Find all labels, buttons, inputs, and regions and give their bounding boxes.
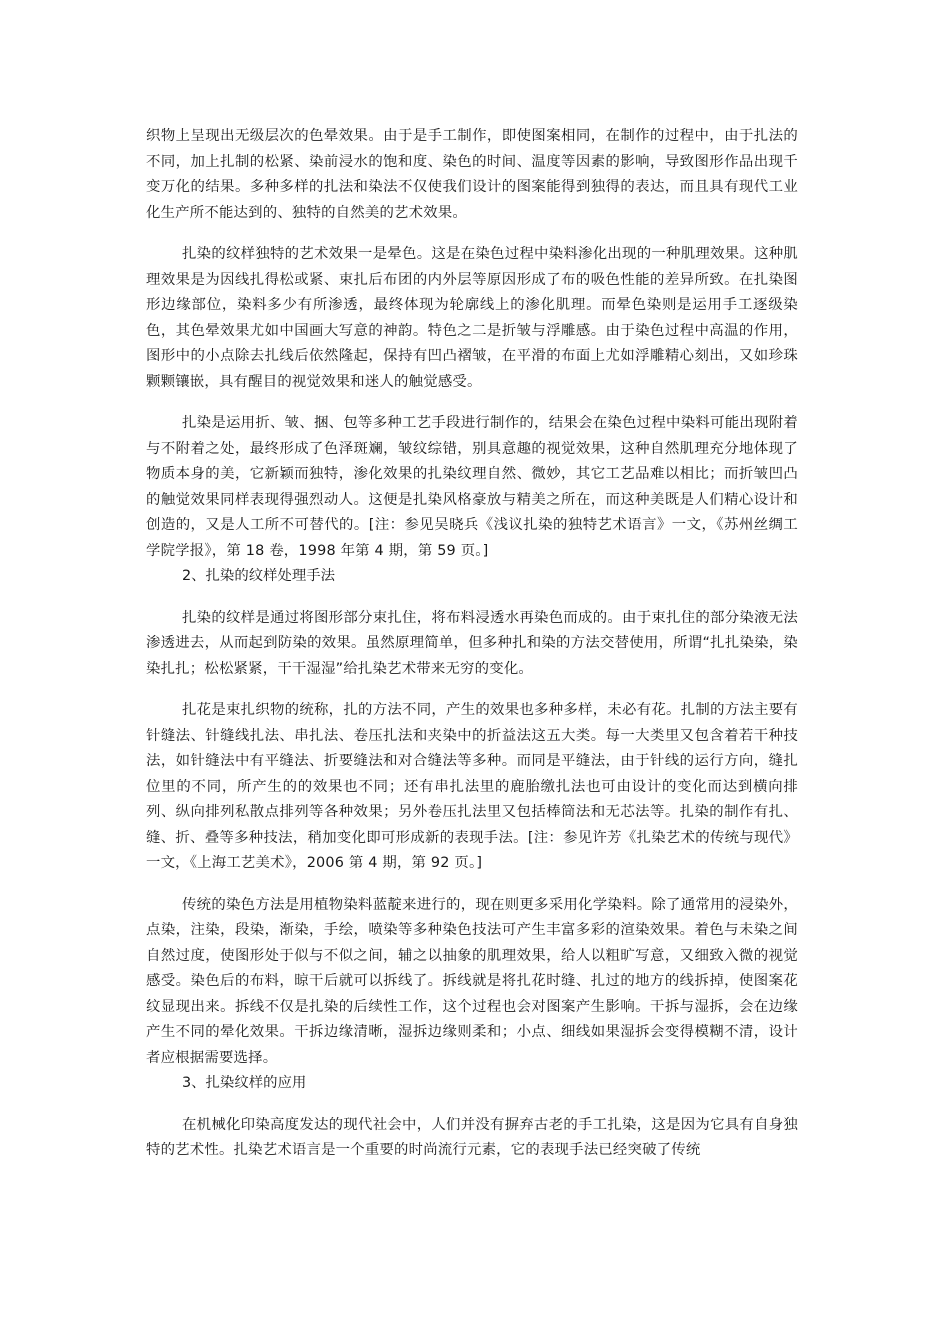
- paragraph-tying-methods: 扎花是束扎织物的统称，扎的方法不同，产生的效果也多种多样，未必有花。扎制的方法主要有针缝法、针缝线扎法、串扎法、卷压扎法和夹染中的折益法这五大类。每一大类里又包含着若干种技法，如针缝法中有平缝法、折要缝法和对合缝法等多种。而同是平缝法，由于针线的运行方向，缝扎位里的不同，所产生的的效果也不同；还有串扎法里的鹿胎缴扎法也可由设计的变化而达到横向排列、纵向排列私散点排列等各种效果；另外卷压扎法里又包括棒筒法和无芯法等。扎染的制作有扎、缝、折、叠等多种技法，稍加变化即可形成新的表现手法。[注：参见许芳《扎染艺术的传统与现代》一文，《上海工艺美术》，2006 第 4 期，第 92 页。]: [146, 702, 798, 871]
- paragraph-texture-effect: 扎染是运用折、皱、捆、包等多种工艺手段进行制作的，结果会在染色过程中染料可能出现附着与不附着之处，最终形成了色泽斑斓，皱纹综错，别具意趣的视觉效果，这种自然肌理充分地体现了物质本身的美，它新颖而独特，渗化效果的扎染纹理自然、微妙，其它工艺品难以相比；而折皱凹凸的触觉效果同样表现得强烈动人。这便是扎染风格豪放与精美之所在，而这种美既是人们精心设计和创造的，又是人工所不可替代的。[注：参见吴晓兵《浅议扎染的独特艺术语言》一文，《苏州丝绸工学院学报》，第 18 卷，1998 年第 4 期，第 59 页。]: [146, 415, 798, 559]
- section-heading-3: 3、扎染纹样的应用: [182, 1075, 307, 1091]
- paragraph-application: 在机械化印染高度发达的现代社会中，人们并没有摒弃古老的手工扎染，这是因为它具有自身独特的艺术性。扎染艺术语言是一个重要的时尚流行元素，它的表现手法已经突破了传统: [146, 1116, 798, 1158]
- document-page: [146, 124, 798, 1164]
- paragraph-continuation: 织物上呈现出无级层次的色晕效果。由于是手工制作，即使图案相同，在制作的过程中，由于扎法的不同，加上扎制的松紧、染前浸水的饱和度、染色的时间、温度等因素的影响，导致图形作品出现千变万化的结果。多种多样的扎法和染法不仅使我们设计的图案能得到独得的表达，而且具有现代工业化生产所不能达到的、独特的自然美的艺术效果。: [146, 128, 798, 221]
- paragraph-pattern-method: 扎染的纹样是通过将图形部分束扎住，将布料浸透水再染色而成的。由于束扎住的部分染液无法渗透进去，从而起到防染的效果。虽然原理简单，但多种扎和染的方法交替使用，所谓“扎扎染染，染染扎扎；松松紧紧，干干湿湿”给扎染艺术带来无穷的变化。: [146, 609, 798, 677]
- paragraph-dyeing-methods: 传统的染色方法是用植物染料蓝靛来进行的，现在则更多采用化学染料。除了通常用的浸染外，点染，注染，段染，渐染，手绘，喷染等多种染色技法可产生丰富多彩的渲染效果。着色与未染之间自然过度，使图形处于似与不似之间，辅之以抽象的肌理效果，给人以粗旷写意，又细致入微的视觉感受。染色后的布料，晾干后就可以拆线了。拆线就是将扎花时缝、扎过的地方的线拆掉，使图案花纹显现出来。拆线不仅是扎染的后续性工作，这个过程也会对图案产生影响。干拆与湿拆，会在边缘产生不同的晕化效果。干拆边缘清晰，湿拆边缘则柔和；小点、细线如果湿拆会变得模糊不清，设计者应根据需要选择。: [146, 896, 798, 1066]
- paragraph-halo-effect: 扎染的纹样独特的艺术效果一是晕色。这是在染色过程中染料渗化出现的一种肌理效果。这种肌理效果是为因线扎得松或紧、束扎后布团的内外层等原因形成了布的吸色性能的差异所致。在扎染图形边缘部位，染料多少有所渗透，最终体现为轮廓线上的渗化肌理。而晕色染则是运用手工逐级染色，其色晕效果尤如中国画大写意的神韵。特色之二是折皱与浮雕感。由于染色过程中高温的作用，图形中的小点除去扎线后依然隆起，保持有凹凸褶皱，在平滑的布面上尤如浮雕精心刻出，又如珍珠颗颗镶嵌，具有醒目的视觉效果和迷人的触觉感受。: [146, 246, 798, 390]
- section-heading-2: 2、扎染的纹样处理手法: [182, 568, 336, 584]
